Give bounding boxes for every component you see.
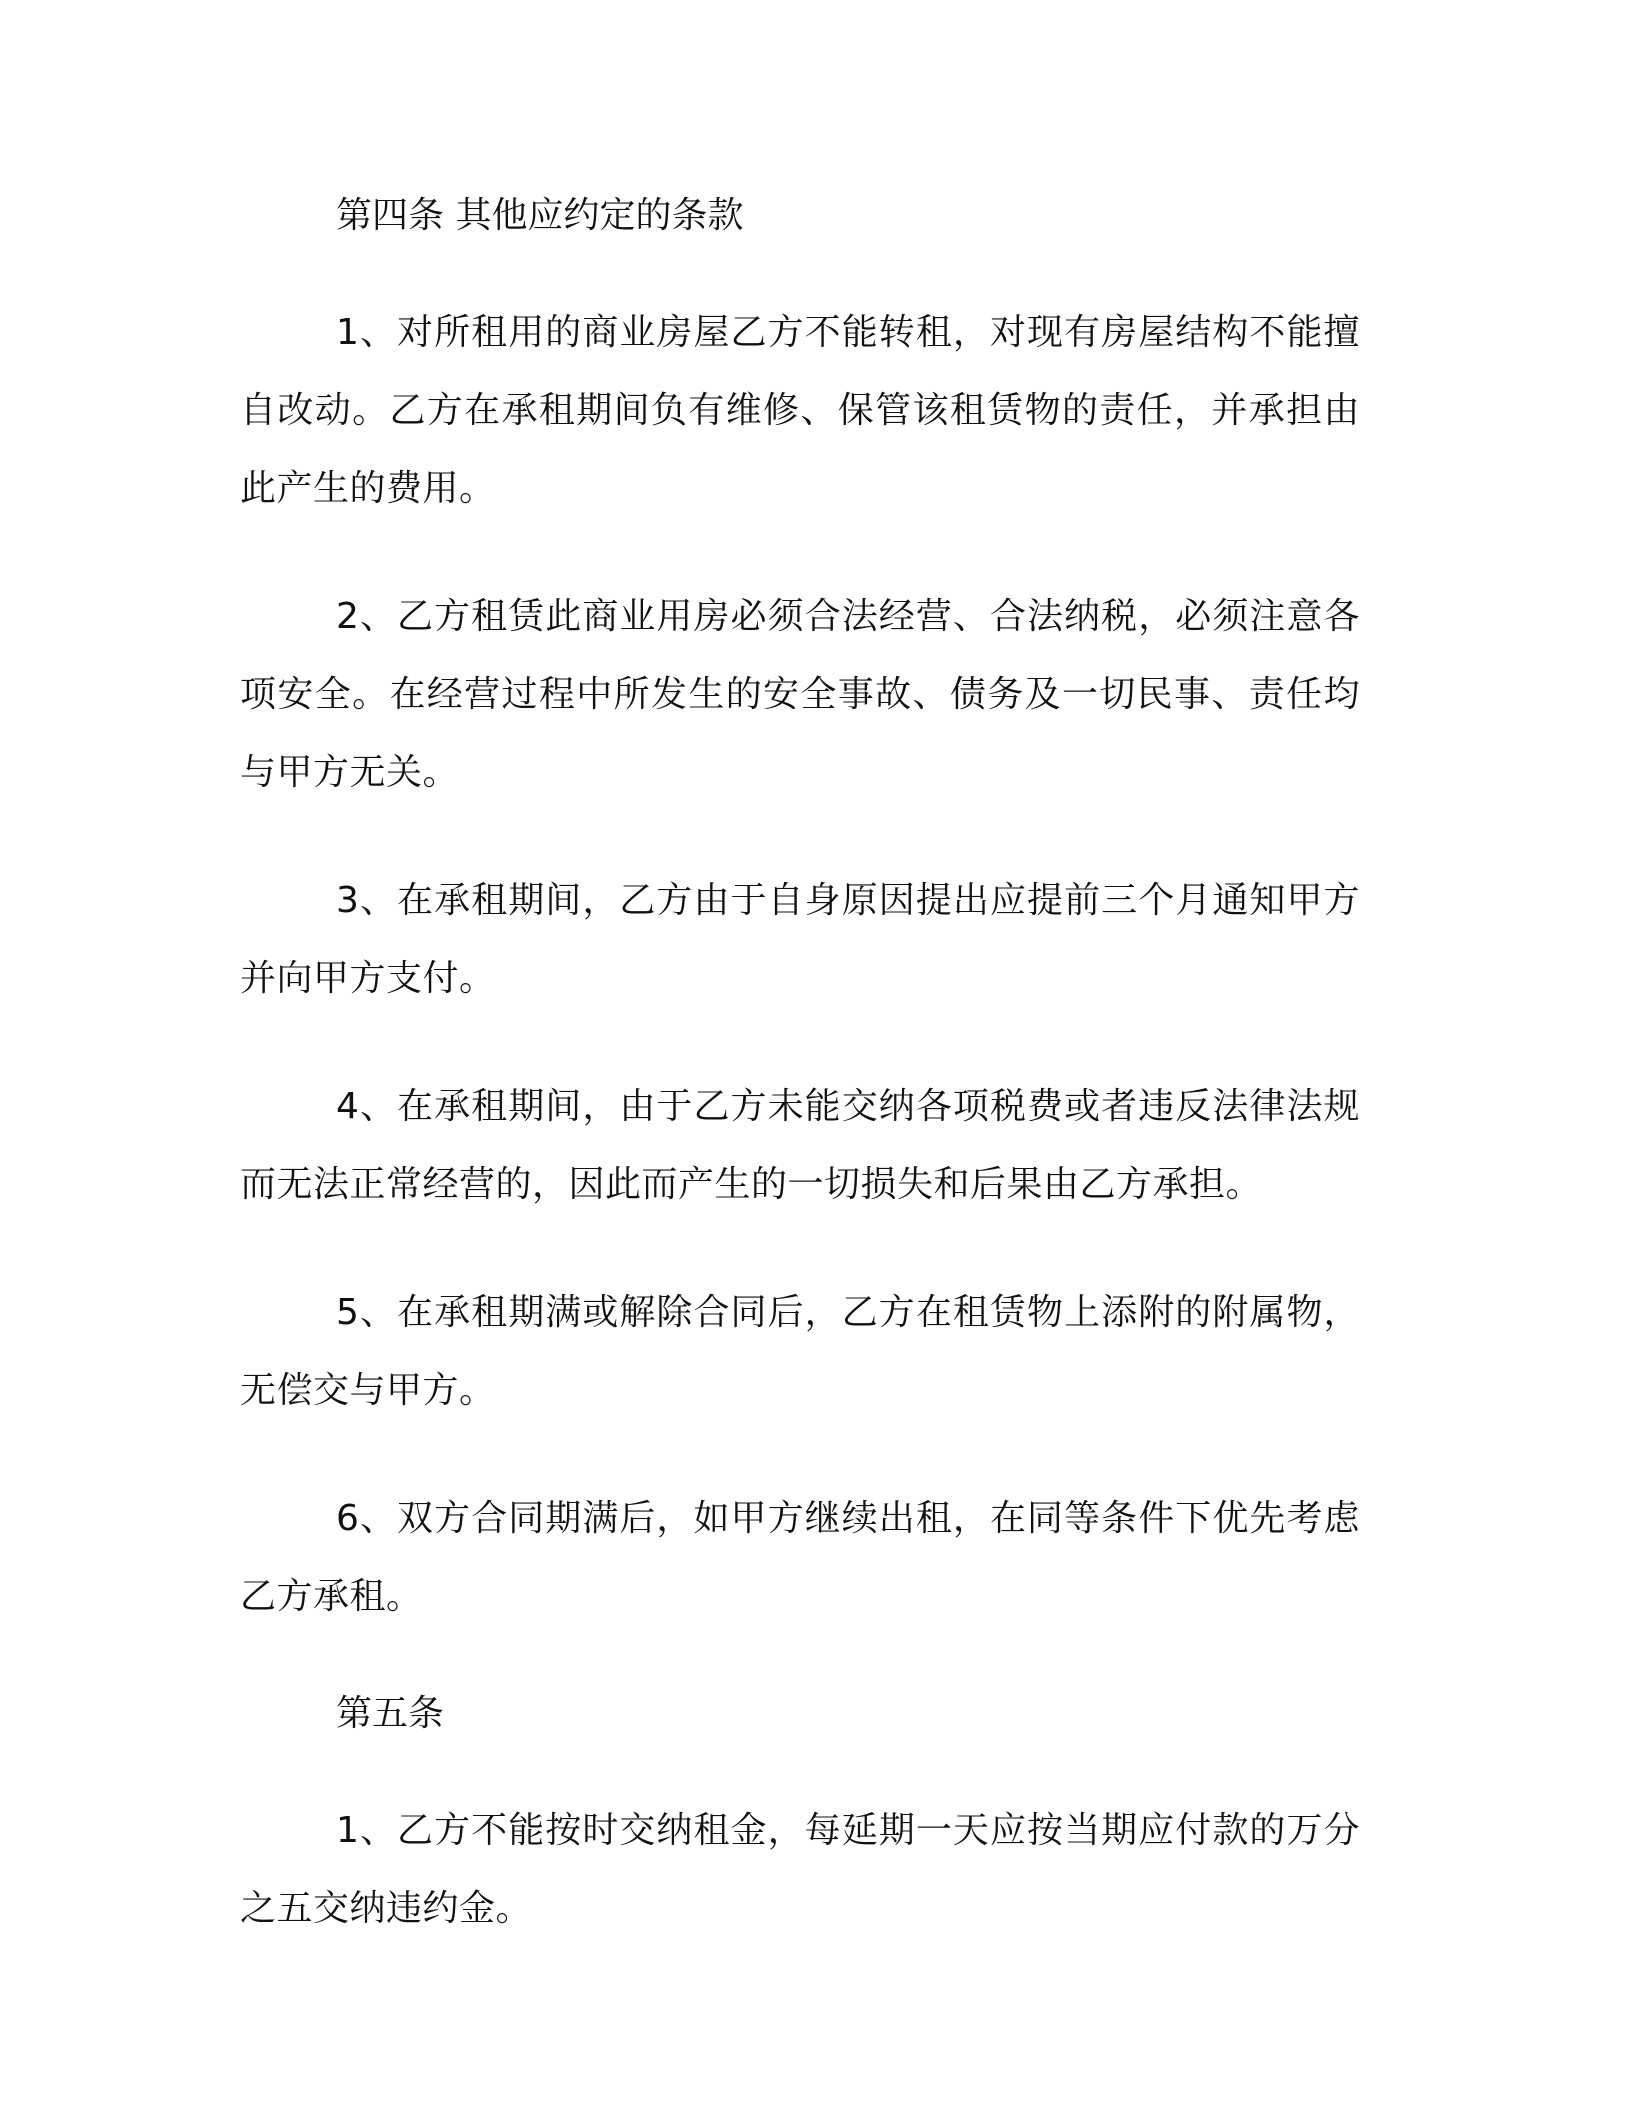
document-body <box>240 188 1360 1948</box>
article-5-item-1: 1、乙方不能按时交纳租金，每延期一天应按当期应付款的万分之五交纳违约金。 <box>240 1810 1360 1929</box>
article-4-title: 第四条 其他应约定的条款 <box>336 195 744 236</box>
article-4-item-1: 1、对所租用的商业房屋乙方不能转租，对现有房屋结构不能擅自改动。乙方在承租期间负有维修、保管该租赁物的责任，并承担由此产生的费用。 <box>240 312 1360 509</box>
article-4-item-3: 3、在承租期间，乙方由于自身原因提出应提前三个月通知甲方并向甲方支付。 <box>240 880 1360 999</box>
article-4-item-4: 4、在承租期间，由于乙方未能交纳各项税费或者违反法律法规而无法正常经营的，因此而产生的一切损失和后果由乙方承担。 <box>240 1086 1360 1205</box>
article-4-item-2: 2、乙方租赁此商业用房必须合法经营、合法纳税，必须注意各项安全。在经营过程中所发生的安全事故、债务及一切民事、责任均与甲方无关。 <box>240 596 1360 793</box>
article-5-title: 第五条 <box>336 1693 445 1734</box>
article-4-item-6: 6、双方合同期满后，如甲方继续出租，在同等条件下优先考虑乙方承租。 <box>240 1498 1360 1617</box>
article-4-item-5: 5、在承租期满或解除合同后，乙方在租赁物上添附的附属物，无偿交与甲方。 <box>240 1292 1360 1411</box>
